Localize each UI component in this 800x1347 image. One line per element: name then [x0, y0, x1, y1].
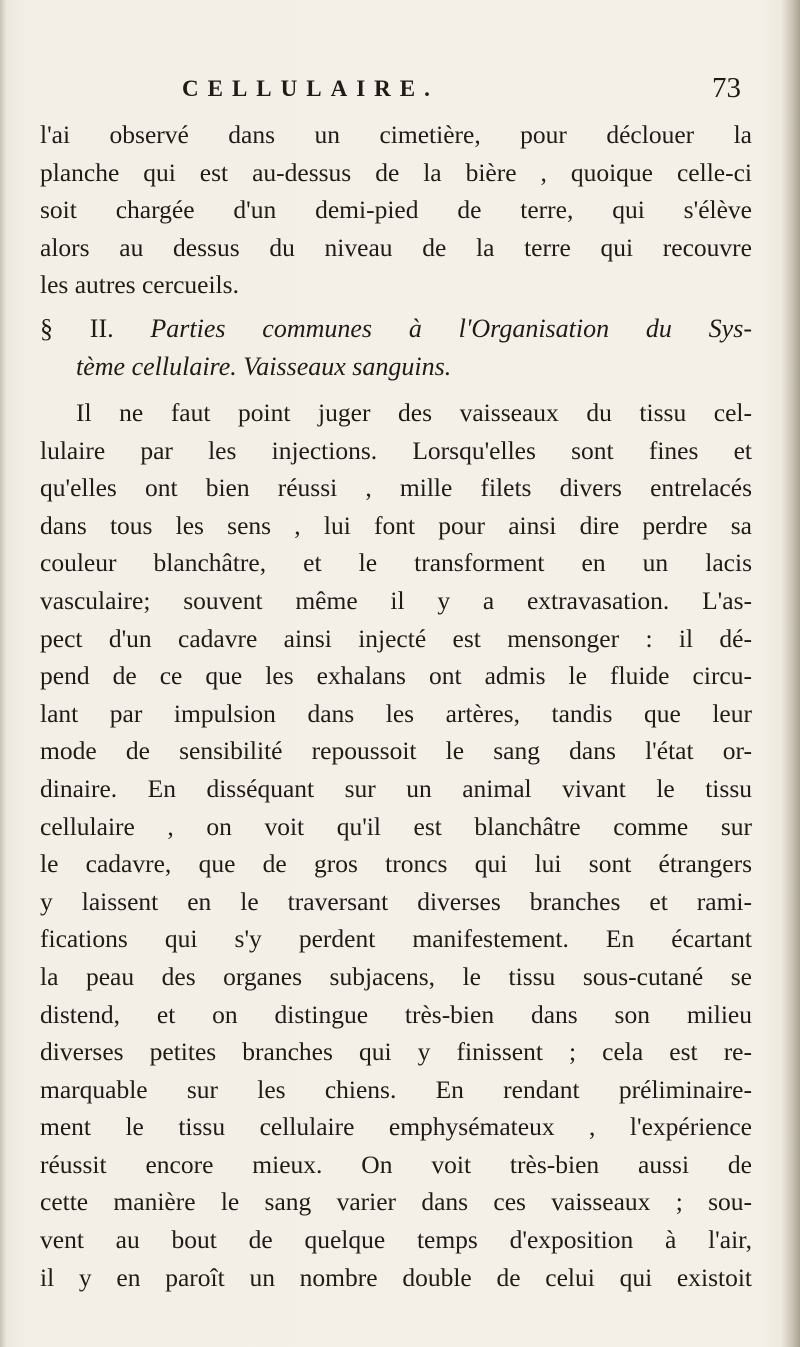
page-right-edge [782, 0, 800, 1347]
text-line: il y en paroît un nombre double de celui qui existoit [40, 1262, 752, 1292]
text-line: couleur blanchâtre, et le transforment en un lacis [40, 548, 752, 578]
paragraph-2 [40, 394, 752, 1296]
section-heading-line-1 [40, 310, 752, 348]
text-line: marquable sur les chiens. En rendant préliminaire- [40, 1074, 752, 1104]
section-heading-line-2: tème cellulaire. Vaisseaux sanguins. [76, 351, 452, 381]
text-line: pend de ce que les exhalans ont admis le fluide circu- [40, 661, 752, 691]
page-left-edge [0, 0, 6, 1347]
text-line: diverses petites branches qui y finissent ; cela est re- [40, 1037, 752, 1067]
text-line: ment le tissu cellulaire emphysémateux , l'expérience [40, 1112, 752, 1142]
text-line: fications qui s'y perdent manifestement. En écartant [40, 924, 752, 954]
text-line: cette manière le sang varier dans ces vaisseaux ; sou- [40, 1187, 752, 1217]
text-line: l'ai observé dans un cimetière, pour déclouer la [40, 120, 752, 149]
page-number: 73 [712, 72, 741, 104]
section-heading [40, 310, 752, 385]
text-line: Il ne faut point juger des vaisseaux du tissu cel- [76, 398, 752, 427]
text-line: alors au dessus du niveau de la terre qui recouvre [40, 232, 752, 262]
text-line: mode de sensibilité repoussoit le sang dans l'état or- [40, 736, 752, 766]
paragraph-1 [40, 116, 752, 304]
text-line: pect d'un cadavre ainsi injecté est mensonger : il dé- [40, 623, 752, 653]
text-line: y laissent en le traversant diverses branches et rami- [40, 886, 752, 916]
text-line: lulaire par les injections. Lorsqu'elles sont fines et [40, 435, 752, 465]
section-title-part-1: Parties communes à l'Organisation du Sys- [150, 314, 752, 343]
text-line: lant par impulsion dans les artères, tandis que leur [40, 698, 752, 728]
text-line: distend, et on distingue très-bien dans son milieu [40, 999, 752, 1029]
running-title: CELLULAIRE. [182, 76, 439, 101]
text-line: la peau des organes subjacens, le tissu sous-cutané se [40, 961, 752, 991]
text-line: qu'elles ont bien réussi , mille filets divers entrelacés [40, 473, 752, 503]
text-line: dans tous les sens , lui font pour ainsi dire perdre sa [40, 510, 752, 540]
text-line: les autres cercueils. [40, 270, 239, 300]
text-line: vasculaire; souvent même il y a extravasation. L'as- [40, 585, 752, 615]
text-line: réussit encore mieux. On voit très-bien aussi de [40, 1149, 752, 1179]
section-mark: § II. [40, 314, 114, 343]
text-line: planche qui est au-dessus de la bière , quoique celle-ci [40, 157, 752, 187]
text-line: soit chargée d'un demi-pied de terre, qui s'élève [40, 195, 752, 225]
text-line: le cadavre, que de gros troncs qui lui sont étrangers [40, 849, 752, 879]
text-line: dinaire. En disséquant sur un animal vivant le tissu [40, 773, 752, 803]
text-line: cellulaire , on voit qu'il est blanchâtre comme sur [40, 811, 752, 841]
text-line: vent au bout de quelque temps d'exposition à l'air, [40, 1225, 752, 1255]
